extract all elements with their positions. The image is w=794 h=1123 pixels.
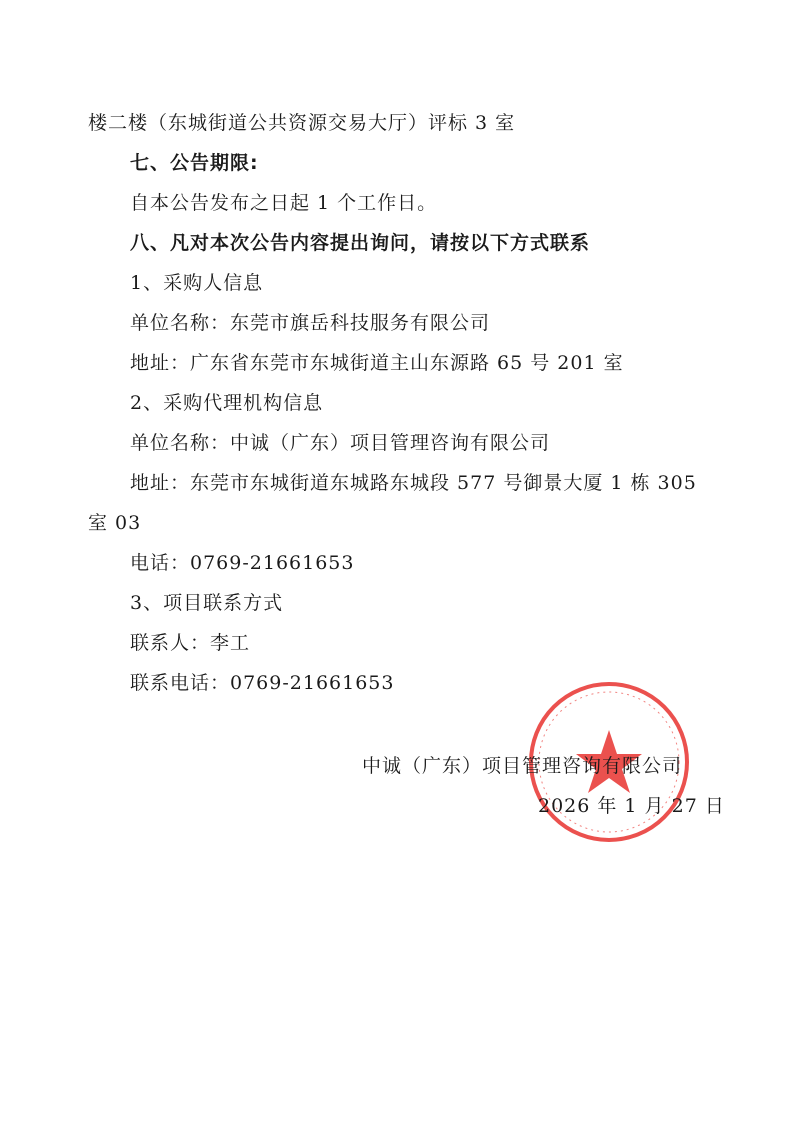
section-heading-notice-period: 七、公告期限: bbox=[130, 152, 259, 174]
notice-period-text: 自本公告发布之日起 1 个工作日。 bbox=[130, 192, 438, 214]
signature-organization: 中诚（广东）项目管理咨询有限公司 bbox=[362, 755, 683, 777]
signature-date: 2026 年 1 月 27 日 bbox=[538, 795, 725, 817]
contact-person: 联系人：李工 bbox=[130, 632, 251, 654]
purchaser-name: 单位名称：东莞市旗岳科技服务有限公司 bbox=[130, 312, 491, 334]
section-heading-contact: 八、凡对本次公告内容提出询问，请按以下方式联系 bbox=[130, 232, 591, 254]
agency-info-heading: 2、采购代理机构信息 bbox=[130, 392, 324, 414]
purchaser-address: 地址：广东省东莞市东城街道主山东源路 65 号 201 室 bbox=[130, 352, 624, 374]
contact-phone: 联系电话：0769-21661653 bbox=[130, 672, 395, 694]
agency-address-continuation: 室 03 bbox=[88, 512, 142, 534]
venue-continuation: 楼二楼（东城街道公共资源交易大厅）评标 3 室 bbox=[88, 112, 516, 134]
agency-phone: 电话：0769-21661653 bbox=[130, 552, 355, 574]
purchaser-info-heading: 1、采购人信息 bbox=[130, 272, 264, 294]
agency-address: 地址：东莞市东城街道东城路东城段 577 号御景大厦 1 栋 305 bbox=[130, 472, 697, 494]
agency-name: 单位名称：中诚（广东）项目管理咨询有限公司 bbox=[130, 432, 551, 454]
project-contact-heading: 3、项目联系方式 bbox=[130, 592, 284, 614]
